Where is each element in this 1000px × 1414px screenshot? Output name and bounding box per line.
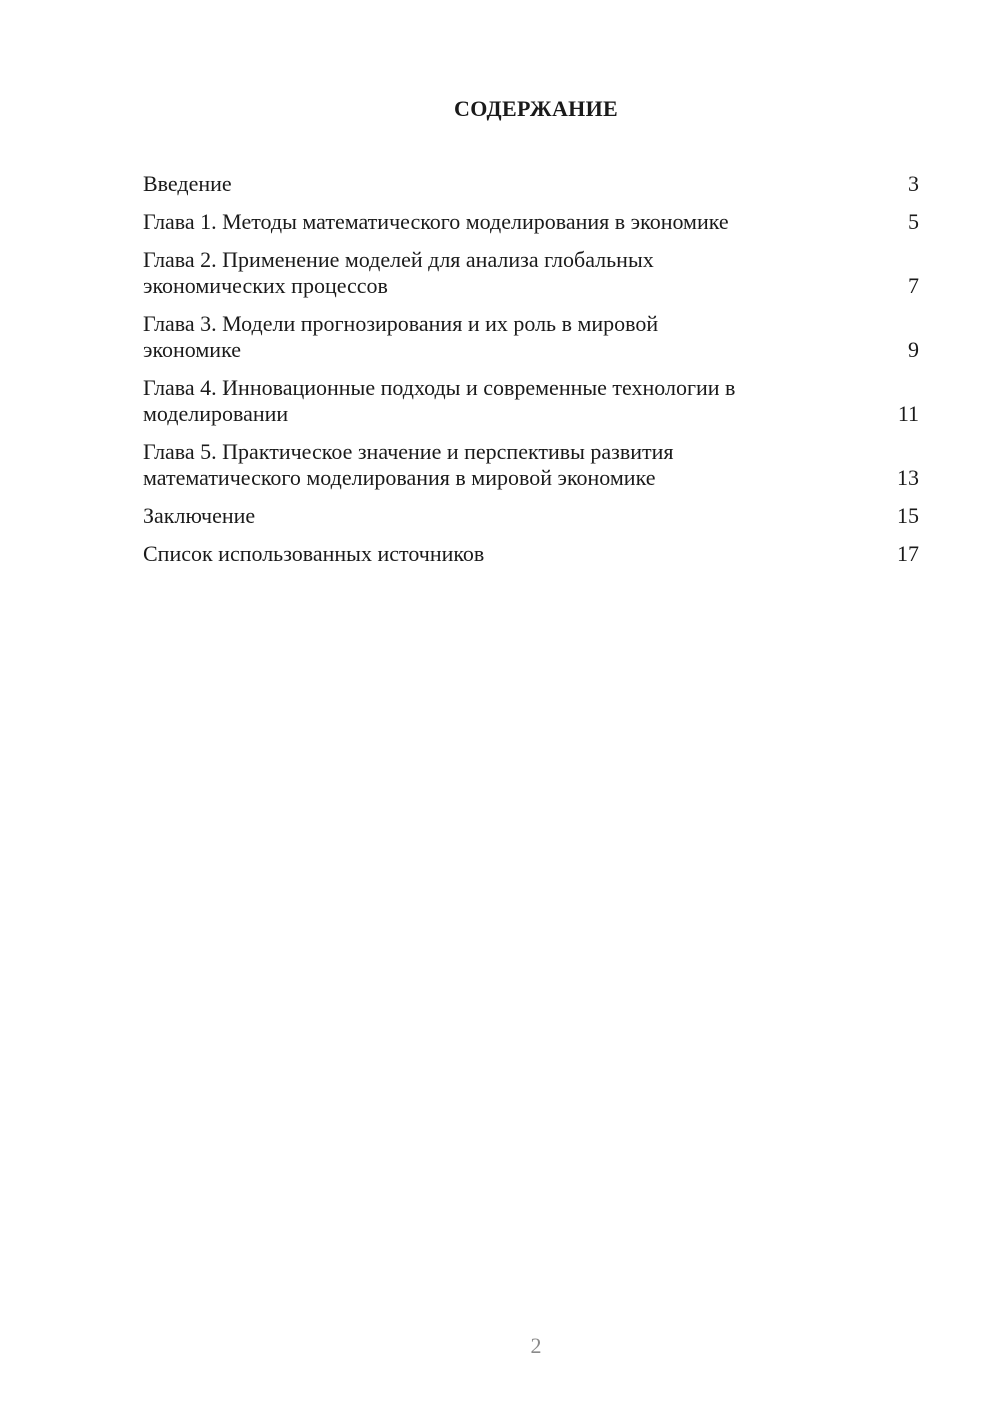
table-of-contents	[143, 171, 919, 579]
toc-entry-references	[143, 541, 919, 567]
toc-entry-title-line: Список использованных источников	[143, 541, 485, 566]
toc-entry-chapter-3	[143, 311, 919, 363]
toc-entry-title	[143, 311, 908, 363]
toc-entry-chapter-4	[143, 375, 919, 427]
toc-entry-page: 17	[897, 541, 919, 566]
toc-entry-title	[143, 247, 908, 299]
toc-entry-page: 11	[897, 401, 919, 426]
toc-entry-title	[143, 503, 897, 529]
toc-entry-title	[143, 375, 898, 427]
toc-entry-chapter-5	[143, 439, 919, 491]
toc-entry-title-line: Глава 4. Инновационные подходы и современные технологии в	[143, 375, 736, 400]
toc-entry-conclusion	[143, 503, 919, 529]
toc-entry-title-line: математического моделирования в мировой экономике	[143, 465, 656, 490]
toc-entry-page: 7	[908, 273, 919, 298]
toc-entry-title-line: Введение	[143, 171, 232, 196]
page-title: СОДЕРЖАНИЕ	[454, 96, 618, 121]
toc-entry-title	[143, 439, 897, 491]
toc-entry-title	[143, 541, 897, 567]
toc-entry-title	[143, 209, 908, 235]
toc-entry-chapter-2	[143, 247, 919, 299]
toc-entry-title-line: Глава 3. Модели прогнозирования и их роль в мировой	[143, 311, 659, 336]
page-number: 2	[530, 1333, 542, 1358]
toc-entry-page: 5	[908, 209, 919, 234]
toc-entry-title-line: экономических процессов	[143, 273, 388, 298]
toc-entry-title-line: моделировании	[143, 401, 289, 426]
toc-entry-title-line: Заключение	[143, 503, 256, 528]
toc-entry-title-line: Глава 2. Применение моделей для анализа глобальных	[143, 247, 654, 272]
toc-entry-page: 9	[908, 337, 919, 362]
toc-entry-chapter-1	[143, 209, 919, 235]
toc-entry-page: 15	[897, 503, 919, 528]
toc-entry-title-line: экономике	[143, 337, 241, 362]
toc-entry-page: 3	[908, 171, 919, 196]
toc-entry-title	[143, 171, 908, 197]
toc-entry-page: 13	[897, 465, 919, 490]
toc-entry-title-line: Глава 5. Практическое значение и перспективы развития	[143, 439, 674, 464]
toc-entry-introduction	[143, 171, 919, 197]
toc-entry-title-line: Глава 1. Методы математического моделирования в экономике	[143, 209, 729, 234]
